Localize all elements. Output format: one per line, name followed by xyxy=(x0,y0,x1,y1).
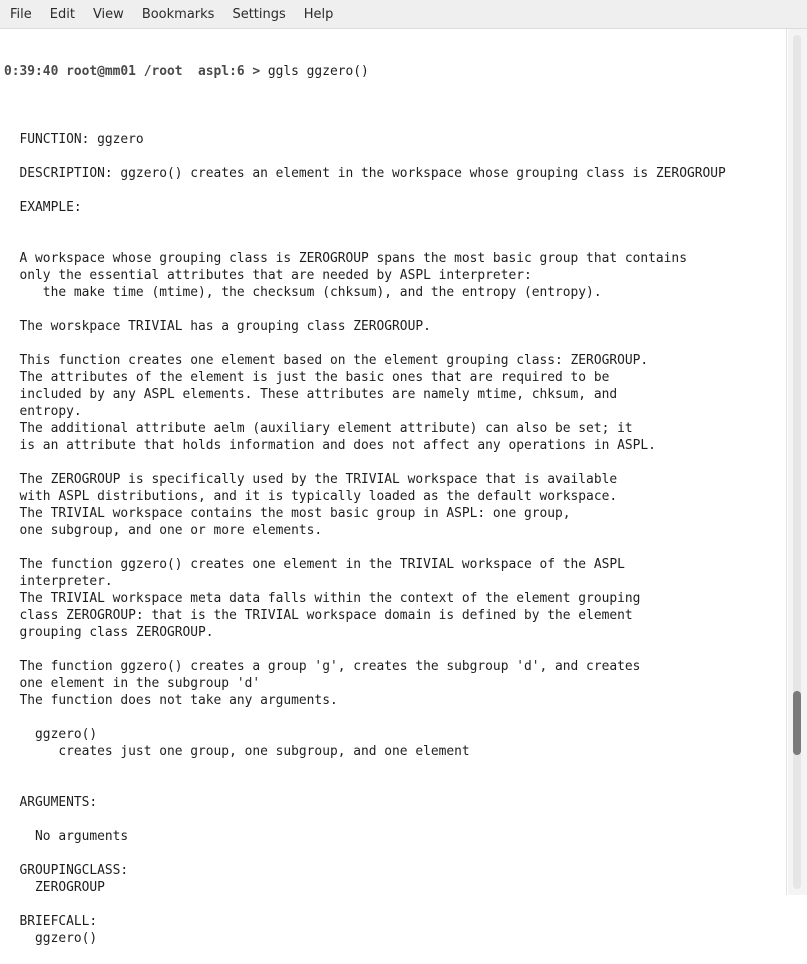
terminal-text xyxy=(0,29,786,964)
menu-help[interactable]: Help xyxy=(303,6,334,22)
output-line xyxy=(4,148,786,165)
output-line: The TRIVIAL workspace meta data falls within the context of the element grouping xyxy=(4,591,641,606)
menu-settings[interactable]: Settings xyxy=(232,6,286,22)
terminal-output[interactable] xyxy=(0,29,787,946)
output-line xyxy=(4,947,786,964)
output-line: The additional attribute aelm (auxiliary element attribute) can also be set; it xyxy=(4,421,633,436)
output-line: No arguments xyxy=(4,829,129,844)
output-line: FUNCTION: ggzero xyxy=(4,132,144,147)
output-line xyxy=(4,845,786,862)
output-line: ARGUMENTS: xyxy=(4,795,98,810)
menu-file[interactable]: File xyxy=(10,6,32,22)
menu-view[interactable]: View xyxy=(92,6,124,22)
output-line: The function ggzero() creates a group 'g', creates the subgroup 'd', and creates xyxy=(4,659,641,674)
output-line: ggzero() xyxy=(4,727,98,742)
output-line: A workspace whose grouping class is ZEROGROUP spans the most basic group that contains xyxy=(4,251,687,266)
output-line: The ZEROGROUP is specifically used by the TRIVIAL workspace that is available xyxy=(4,472,618,487)
prompt-line xyxy=(4,63,786,80)
entered-command: ggls ggzero() xyxy=(260,64,369,79)
output-line: The attributes of the element is just the basic ones that are required to be xyxy=(4,370,610,385)
output-line xyxy=(4,301,786,318)
output-line: one element in the subgroup 'd' xyxy=(4,676,261,691)
output-line xyxy=(4,811,786,828)
output-line: The TRIVIAL workspace contains the most basic group in ASPL: one group, xyxy=(4,506,571,521)
output-line: the make time (mtime), the checksum (chksum), and the entropy (entropy). xyxy=(4,285,602,300)
vertical-scrollbar[interactable] xyxy=(788,29,807,895)
scrollbar-thumb[interactable] xyxy=(793,691,801,755)
output-line xyxy=(4,233,786,250)
output-line: ZEROGROUP xyxy=(4,880,105,895)
output-line xyxy=(4,777,786,794)
shell-prompt: 0:39:40 root@mm01 /root aspl:6 > xyxy=(4,64,261,79)
output-line: one subgroup, and one or more elements. xyxy=(4,523,323,538)
output-line: The function ggzero() creates one element in the TRIVIAL workspace of the ASPL xyxy=(4,557,625,572)
output-line: class ZEROGROUP: that is the TRIVIAL workspace domain is defined by the element xyxy=(4,608,633,623)
output-line: included by any ASPL elements. These attributes are namely mtime, chksum, and xyxy=(4,387,618,402)
output-line xyxy=(4,114,786,131)
output-line xyxy=(4,709,786,726)
output-line xyxy=(4,539,786,556)
menu-bookmarks[interactable]: Bookmarks xyxy=(141,6,215,22)
output-line: EXAMPLE: xyxy=(4,200,82,215)
output-line: is an attribute that holds information and does not affect any operations in ASPL. xyxy=(4,438,656,453)
output-line: ggzero() xyxy=(4,931,98,946)
output-line: grouping class ZEROGROUP. xyxy=(4,625,214,640)
output-line: GROUPINGCLASS: xyxy=(4,863,129,878)
output-line: The function does not take any arguments. xyxy=(4,693,338,708)
output-line xyxy=(4,335,786,352)
output-line xyxy=(4,216,786,233)
menu-edit[interactable]: Edit xyxy=(49,6,75,22)
output-line: DESCRIPTION: ggzero() creates an element in the workspace whose grouping class is ZEROGROUP xyxy=(4,166,726,181)
menu-bar xyxy=(0,0,807,29)
output-line: with ASPL distributions, and it is typically loaded as the default workspace. xyxy=(4,489,618,504)
output-line xyxy=(4,454,786,471)
output-line: This function creates one element based on the element grouping class: ZEROGROUP. xyxy=(4,353,649,368)
output-line xyxy=(4,641,786,658)
output-line: interpreter. xyxy=(4,574,113,589)
output-line: The worskpace TRIVIAL has a grouping class ZEROGROUP. xyxy=(4,319,431,334)
output-line xyxy=(4,896,786,913)
output-line xyxy=(4,760,786,777)
output-line: BRIEFCALL: xyxy=(4,914,98,929)
output-line: entropy. xyxy=(4,404,82,419)
output-line: creates just one group, one subgroup, and one element xyxy=(4,744,470,759)
scrollbar-track[interactable] xyxy=(793,35,801,889)
output-line xyxy=(4,182,786,199)
output-line: only the essential attributes that are needed by ASPL interpreter: xyxy=(4,268,532,283)
